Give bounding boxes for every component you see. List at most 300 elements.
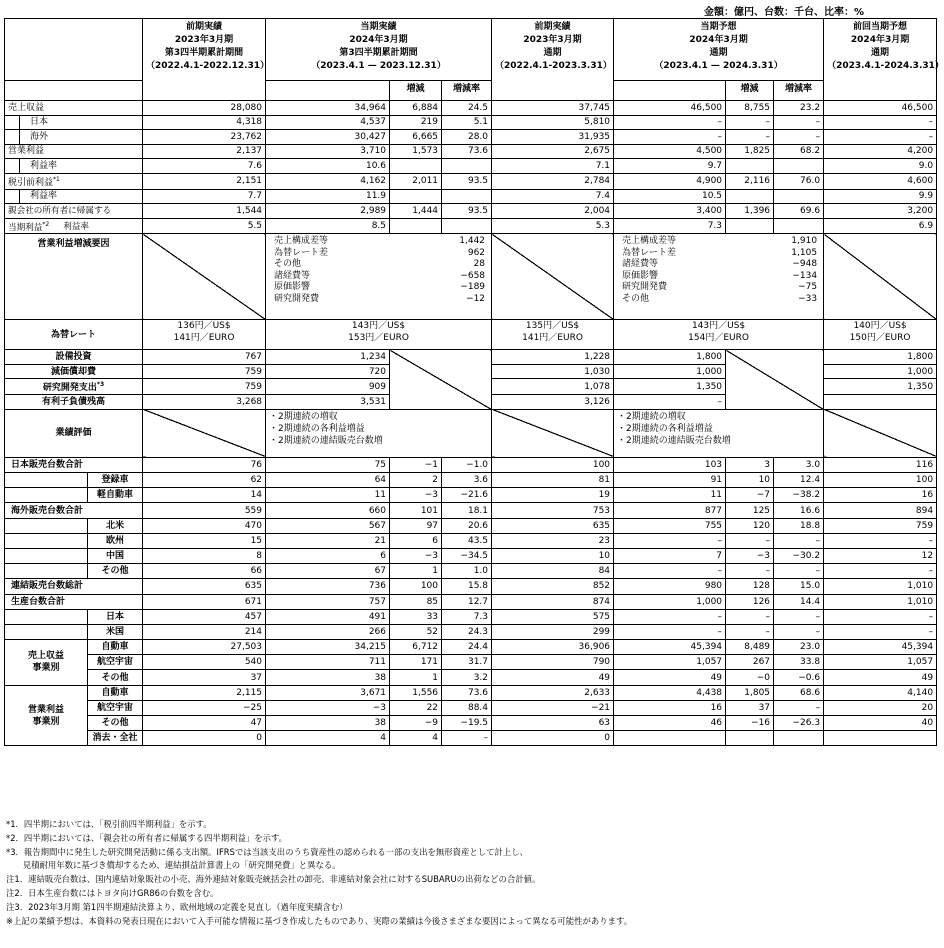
value-cell: 2,151 <box>143 173 266 189</box>
value-cell <box>824 731 937 746</box>
value-cell: 2,011 <box>390 173 442 189</box>
value-cell: 125 <box>726 503 774 518</box>
indent-cell <box>5 624 88 639</box>
value-cell: 14 <box>143 488 266 503</box>
value-cell <box>442 189 492 204</box>
segment-row <box>5 716 937 731</box>
capex-label-text: 設備投資 <box>55 352 92 363</box>
value-cell: 1,350 <box>824 379 937 395</box>
value-cell <box>442 159 492 174</box>
value-cell: 3,400 <box>614 204 726 219</box>
evaluation-item: ・2期連続の増収 <box>269 411 338 422</box>
value-cell: −9 <box>390 716 442 731</box>
value-cell: −21.6 <box>442 488 492 503</box>
indent-cell <box>5 533 88 548</box>
value-cell: 567 <box>266 518 390 533</box>
evaluation-row <box>5 409 937 457</box>
value-cell: 1,010 <box>824 594 937 609</box>
factor-value: 962 <box>467 247 486 258</box>
value-cell: 736 <box>266 579 390 594</box>
value-cell: 3,671 <box>266 685 390 700</box>
value-cell: 1,573 <box>390 144 442 159</box>
unit-label: その他 <box>88 564 143 579</box>
segment-group-1: 営業利益 <box>27 704 64 715</box>
segment-row <box>5 640 937 655</box>
header-corner <box>5 19 143 81</box>
factor-value: −658 <box>460 270 486 281</box>
value-cell: – <box>774 115 824 130</box>
factors-label-text: 営業利益増減要因 <box>37 239 110 250</box>
value-cell: 23.0 <box>774 640 824 655</box>
header-fc-diff: 増減 <box>726 81 774 101</box>
factor-item <box>274 294 485 306</box>
value-cell: 24.4 <box>442 640 492 655</box>
financial-results-table <box>4 18 944 746</box>
factor-item <box>622 282 817 294</box>
value-cell: 18.8 <box>774 518 824 533</box>
value-cell: 980 <box>614 579 726 594</box>
value-cell: 76 <box>143 457 266 472</box>
value-cell: 2,116 <box>726 173 774 189</box>
unit-row <box>5 579 937 594</box>
value-cell: 24.3 <box>442 624 492 639</box>
value-cell: 69.6 <box>774 204 824 219</box>
unit-row <box>5 473 937 488</box>
indent-cell <box>5 488 88 503</box>
value-cell: 9.7 <box>614 159 726 174</box>
footnotes <box>6 818 866 928</box>
value-cell: 37,745 <box>492 101 614 116</box>
header-l3: 通期 <box>543 48 562 58</box>
fx-forecast <box>614 320 824 350</box>
value-cell: 1,444 <box>390 204 442 219</box>
value-cell: 31.7 <box>442 655 492 670</box>
value-cell: 711 <box>266 655 390 670</box>
evaluation-item: ・2期連続の連結販売台数増 <box>269 435 383 446</box>
value-cell: −19.5 <box>442 716 492 731</box>
value-cell: 2,137 <box>143 144 266 159</box>
value-cell: 37 <box>143 670 266 685</box>
capex-label <box>5 395 143 410</box>
value-cell: 757 <box>266 594 390 609</box>
row-label <box>5 144 143 159</box>
value-cell: 3,531 <box>266 395 390 410</box>
value-cell: −3 <box>390 548 442 563</box>
value-cell: 46 <box>614 716 726 731</box>
evaluation-current <box>266 409 492 457</box>
value-cell: 4,537 <box>266 115 390 130</box>
fx-prev-full <box>492 320 614 350</box>
header-cur-q <box>266 19 492 81</box>
value-cell: – <box>614 564 726 579</box>
factor-name: 研究開発費 <box>274 293 320 304</box>
value-cell: – <box>774 624 824 639</box>
header-forecast <box>614 19 824 81</box>
value-cell: 73.6 <box>442 685 492 700</box>
value-cell: 8 <box>143 548 266 563</box>
value-cell: 34,964 <box>266 101 390 116</box>
value-cell: 116 <box>824 457 937 472</box>
value-cell: 171 <box>390 655 442 670</box>
indent-cell <box>5 130 20 145</box>
row-label: 海外 <box>20 130 143 145</box>
unit-row <box>5 488 937 503</box>
factors-current <box>266 234 492 320</box>
value-cell: 100 <box>390 579 442 594</box>
value-cell: 2,675 <box>492 144 614 159</box>
value-cell: 8.5 <box>266 218 390 234</box>
superscript: *3 <box>96 381 105 389</box>
pl-row <box>5 101 937 116</box>
value-cell: 1,010 <box>824 579 937 594</box>
value-cell: – <box>442 731 492 746</box>
value-cell: 2,004 <box>492 204 614 219</box>
value-cell: 38 <box>266 716 390 731</box>
unit-row <box>5 518 937 533</box>
indent-cell <box>5 609 88 624</box>
value-cell: 1,825 <box>726 144 774 159</box>
indent-cell <box>5 473 88 488</box>
value-cell: 2,989 <box>266 204 390 219</box>
footnote-line: 見積耐用年数に基づき償却するため、連結損益計算書上の「研究開発費」と異なる。 <box>6 860 341 871</box>
header-prev-fc <box>824 19 944 101</box>
value-cell <box>390 218 442 234</box>
factor-name: 原価影響 <box>622 270 659 281</box>
fx-usd: 135円／US$ <box>525 321 580 332</box>
factor-name: 諸経費等 <box>622 259 659 270</box>
fx-euro: 153円／EURO <box>348 333 409 344</box>
value-cell: 1,800 <box>824 350 937 365</box>
value-cell: 15.8 <box>442 579 492 594</box>
factors-forecast <box>614 234 824 320</box>
footnote-line: 注2．日本生産台数にはトヨタ向けGR86の台数を含む。 <box>6 887 219 898</box>
unit-label: 連結販売台数総計 <box>5 579 143 594</box>
row-label <box>5 101 143 116</box>
value-cell: 4,162 <box>266 173 390 189</box>
value-cell: – <box>774 533 824 548</box>
value-cell: 4,438 <box>614 685 726 700</box>
header-prev-q <box>143 19 270 101</box>
value-cell: 0 <box>143 731 266 746</box>
value-cell: 24.5 <box>442 101 492 116</box>
value-cell: 15 <box>143 533 266 548</box>
header-l1: 前期実績 <box>186 22 223 32</box>
segment-group-2: 事業別 <box>32 663 60 674</box>
value-cell: – <box>774 609 824 624</box>
value-cell <box>442 218 492 234</box>
value-cell: 575 <box>492 609 614 624</box>
unit-label: 北米 <box>88 518 143 533</box>
value-cell: 5,810 <box>492 115 614 130</box>
value-cell <box>390 189 442 204</box>
value-cell: 68.2 <box>774 144 824 159</box>
value-cell: 12 <box>824 548 937 563</box>
value-cell: 22 <box>390 700 442 715</box>
segment-group-label <box>5 685 88 746</box>
footnote-line: *3．報告期間中に発生した研究開発活動に係る支出額。IFRSでは当該支出のうち資産性の認められる一部の支出を無形資産として計上し、 <box>6 846 529 857</box>
value-cell: 49 <box>614 670 726 685</box>
factor-value: −134 <box>792 270 818 281</box>
value-cell: 85 <box>390 594 442 609</box>
indent-cell <box>5 189 20 204</box>
value-cell: 10.5 <box>614 189 726 204</box>
value-cell: 8,489 <box>726 640 774 655</box>
value-cell: 14.4 <box>774 594 824 609</box>
value-cell: – <box>614 624 726 639</box>
value-cell: 45,394 <box>824 640 937 655</box>
value-cell: – <box>824 624 937 639</box>
value-cell <box>390 159 442 174</box>
row-label-text: 税引前利益 <box>8 177 54 188</box>
pl-row <box>5 115 937 130</box>
parent-margin-row <box>5 218 937 234</box>
value-cell: 28,080 <box>143 101 266 116</box>
footnote-line: *2．四半期においては、「親会社の所有者に帰属する四半期利益」を示す。 <box>6 832 288 843</box>
value-cell: 6,665 <box>390 130 442 145</box>
factor-name: 諸経費等 <box>274 270 311 281</box>
value-cell: 63 <box>492 716 614 731</box>
value-cell <box>774 218 824 234</box>
factor-item <box>622 259 817 271</box>
value-cell: 4,900 <box>614 173 726 189</box>
value-cell: – <box>824 115 937 130</box>
value-cell: 267 <box>726 655 774 670</box>
indent-cell <box>5 159 20 174</box>
value-cell: 10 <box>492 548 614 563</box>
margin-label: 利益率 <box>63 222 90 233</box>
value-cell: 894 <box>824 503 937 518</box>
value-cell: 101 <box>390 503 442 518</box>
segment-group-2: 事業別 <box>32 716 60 727</box>
value-cell: 10.6 <box>266 159 390 174</box>
pl-row <box>5 144 937 159</box>
diagonal-cell <box>726 350 824 410</box>
value-cell: 97 <box>390 518 442 533</box>
superscript: *1 <box>53 175 60 183</box>
value-cell: 5.1 <box>442 115 492 130</box>
pl-row <box>5 189 937 204</box>
unit-label: 中国 <box>88 548 143 563</box>
value-cell: −30.2 <box>774 548 824 563</box>
header-corner-sub <box>5 81 143 101</box>
value-cell: 23,762 <box>143 130 266 145</box>
value-cell: −1.0 <box>442 457 492 472</box>
value-cell: 759 <box>143 379 266 395</box>
value-cell <box>774 731 824 746</box>
row-label <box>5 173 143 189</box>
factor-name: 為替レート差 <box>274 247 329 258</box>
value-cell: 49 <box>492 670 614 685</box>
value-cell: 20.6 <box>442 518 492 533</box>
value-cell: 755 <box>614 518 726 533</box>
value-cell: 7.3 <box>442 609 492 624</box>
row-label: 利益率 <box>20 189 143 204</box>
value-cell: 1,805 <box>726 685 774 700</box>
value-cell: 635 <box>143 579 266 594</box>
value-cell: 47 <box>143 716 266 731</box>
value-cell: 671 <box>143 594 266 609</box>
header-l4: （2023.4.1 — 2023.12.31） <box>311 61 446 71</box>
factor-name: 売上構成差等 <box>274 236 329 247</box>
value-cell: – <box>726 624 774 639</box>
value-cell: −26.3 <box>774 716 824 731</box>
indent-cell <box>5 548 88 563</box>
header-cur-rate: 増減率 <box>442 81 492 101</box>
value-cell: 1,228 <box>492 350 614 365</box>
value-cell: 30,427 <box>266 130 390 145</box>
factor-item <box>622 294 817 306</box>
value-cell: – <box>614 130 726 145</box>
footnote-line: 注3．2023年3月期 第1四半期連結決算より、欧州地域の定義を見直し（過年度実績含む） <box>6 901 348 912</box>
header-l3: 第3四半期累計期間 <box>339 48 418 58</box>
factor-value: 1,910 <box>791 236 818 247</box>
evaluation-item: ・2期連続の増収 <box>617 411 686 422</box>
unit-label: 欧州 <box>88 533 143 548</box>
value-cell: 7.6 <box>143 159 266 174</box>
factor-item <box>622 271 817 283</box>
value-cell: 753 <box>492 503 614 518</box>
row-label: 利益率 <box>20 159 143 174</box>
value-cell: 491 <box>266 609 390 624</box>
value-cell: – <box>726 564 774 579</box>
value-cell: 7.4 <box>492 189 614 204</box>
value-cell: 219 <box>390 115 442 130</box>
factor-item <box>622 236 817 248</box>
value-cell: 1,078 <box>492 379 614 395</box>
value-cell: −1 <box>390 457 442 472</box>
segment-label: 航空宇宙 <box>88 655 143 670</box>
header-l2: 2023年3月期 <box>174 35 234 45</box>
value-cell: 3.6 <box>442 473 492 488</box>
factor-value: −12 <box>466 293 486 304</box>
value-cell: 27,503 <box>143 640 266 655</box>
value-cell: 62 <box>143 473 266 488</box>
header-l1: 当期予想 <box>700 22 737 32</box>
value-cell: −3 <box>726 548 774 563</box>
header-l2: 2024年3月期 <box>850 35 910 45</box>
value-cell: 21 <box>266 533 390 548</box>
unit-label: 海外販売台数合計 <box>5 503 143 518</box>
value-cell: 34,215 <box>266 640 390 655</box>
value-cell: 299 <box>492 624 614 639</box>
value-cell: 759 <box>143 364 266 379</box>
value-cell: 1,057 <box>614 655 726 670</box>
value-cell: – <box>774 130 824 145</box>
value-cell: – <box>726 115 774 130</box>
value-cell: 5.3 <box>492 218 614 234</box>
value-cell: −25 <box>143 700 266 715</box>
value-cell: 33 <box>390 609 442 624</box>
value-cell: – <box>614 533 726 548</box>
value-cell: 6 <box>266 548 390 563</box>
value-cell: 40 <box>824 716 937 731</box>
factor-value: 28 <box>473 259 486 270</box>
value-cell: 7.7 <box>143 189 266 204</box>
value-cell: 7.3 <box>614 218 726 234</box>
value-cell: 1,000 <box>614 594 726 609</box>
header-l4: （2023.4.1-2024.3.31） <box>827 61 944 71</box>
value-cell: 1,556 <box>390 685 442 700</box>
value-cell: 23.2 <box>774 101 824 116</box>
value-cell: 28.0 <box>442 130 492 145</box>
value-cell: 100 <box>824 473 937 488</box>
value-cell: 52 <box>390 624 442 639</box>
value-cell: 23 <box>492 533 614 548</box>
value-cell: 635 <box>492 518 614 533</box>
blank-cell <box>614 81 726 101</box>
value-cell: 1,057 <box>824 655 937 670</box>
segment-label: その他 <box>88 716 143 731</box>
value-cell: – <box>774 564 824 579</box>
value-cell: 6 <box>390 533 442 548</box>
value-cell: 1,030 <box>492 364 614 379</box>
value-cell: 720 <box>266 364 390 379</box>
value-cell: 4,318 <box>143 115 266 130</box>
segment-row <box>5 700 937 715</box>
unit-row <box>5 564 937 579</box>
header-l3: 通期 <box>709 48 728 58</box>
header-l4: （2022.4.1-2023.3.31） <box>495 61 612 71</box>
header-l2: 2024年3月期 <box>689 35 748 45</box>
value-cell: 15.0 <box>774 579 824 594</box>
value-cell: 20 <box>824 700 937 715</box>
capex-label <box>5 350 143 365</box>
diagonal-cell <box>143 234 266 320</box>
value-cell: 128 <box>726 579 774 594</box>
capex-label <box>5 379 143 395</box>
value-cell: 49 <box>824 670 937 685</box>
footnote-line: ※上記の業績予想は、本資料の発表日現在において入手可能な情報に基づき作成したものであり、実際の業績は今後さまざまな要因によって異なる可能性があります。 <box>6 915 633 926</box>
factor-value: −75 <box>798 282 818 293</box>
factor-name: 為替レート差 <box>622 247 677 258</box>
value-cell: 38 <box>266 670 390 685</box>
footnote-line: *1．四半期においては、「税引前四半期利益」を示す。 <box>6 819 212 829</box>
segment-row <box>5 670 937 685</box>
diagonal-cell <box>143 409 266 457</box>
evaluation-label: 業績評価 <box>5 409 143 457</box>
factor-value: 1,105 <box>791 247 818 258</box>
value-cell: 9.0 <box>824 159 937 174</box>
unit-label: 日本販売台数合計 <box>5 457 143 472</box>
value-cell: 46,500 <box>824 101 937 116</box>
value-cell: 1 <box>390 564 442 579</box>
header-l1: 当期実績 <box>360 22 397 32</box>
value-cell: – <box>824 130 937 145</box>
value-cell: −16 <box>726 716 774 731</box>
value-cell: 19 <box>492 488 614 503</box>
value-cell: – <box>726 130 774 145</box>
value-cell: 16 <box>614 700 726 715</box>
value-cell: 100 <box>492 457 614 472</box>
value-cell: 67 <box>266 564 390 579</box>
value-cell: 1 <box>390 670 442 685</box>
value-cell <box>726 189 774 204</box>
value-cell: 66 <box>143 564 266 579</box>
value-cell: 6.9 <box>824 218 937 234</box>
value-cell: 4,200 <box>824 144 937 159</box>
value-cell: 1,396 <box>726 204 774 219</box>
value-cell: 3 <box>726 457 774 472</box>
value-cell: – <box>824 533 937 548</box>
factor-item <box>274 259 485 271</box>
units-note: 金額：億円、台数：千台、比率：% <box>703 7 864 18</box>
header-row <box>5 19 937 81</box>
header-l2: 2024年3月期 <box>349 35 408 45</box>
value-cell: 11.9 <box>266 189 390 204</box>
footnote-line: 注1．連結販売台数は、国内連結対象販社の小売、海外連結対象販売統括会社の卸売、非連結対象会社に対するSUBARUの出荷などの合計値。 <box>6 874 541 885</box>
segment-label: 自動車 <box>88 640 143 655</box>
factor-item <box>274 236 485 248</box>
